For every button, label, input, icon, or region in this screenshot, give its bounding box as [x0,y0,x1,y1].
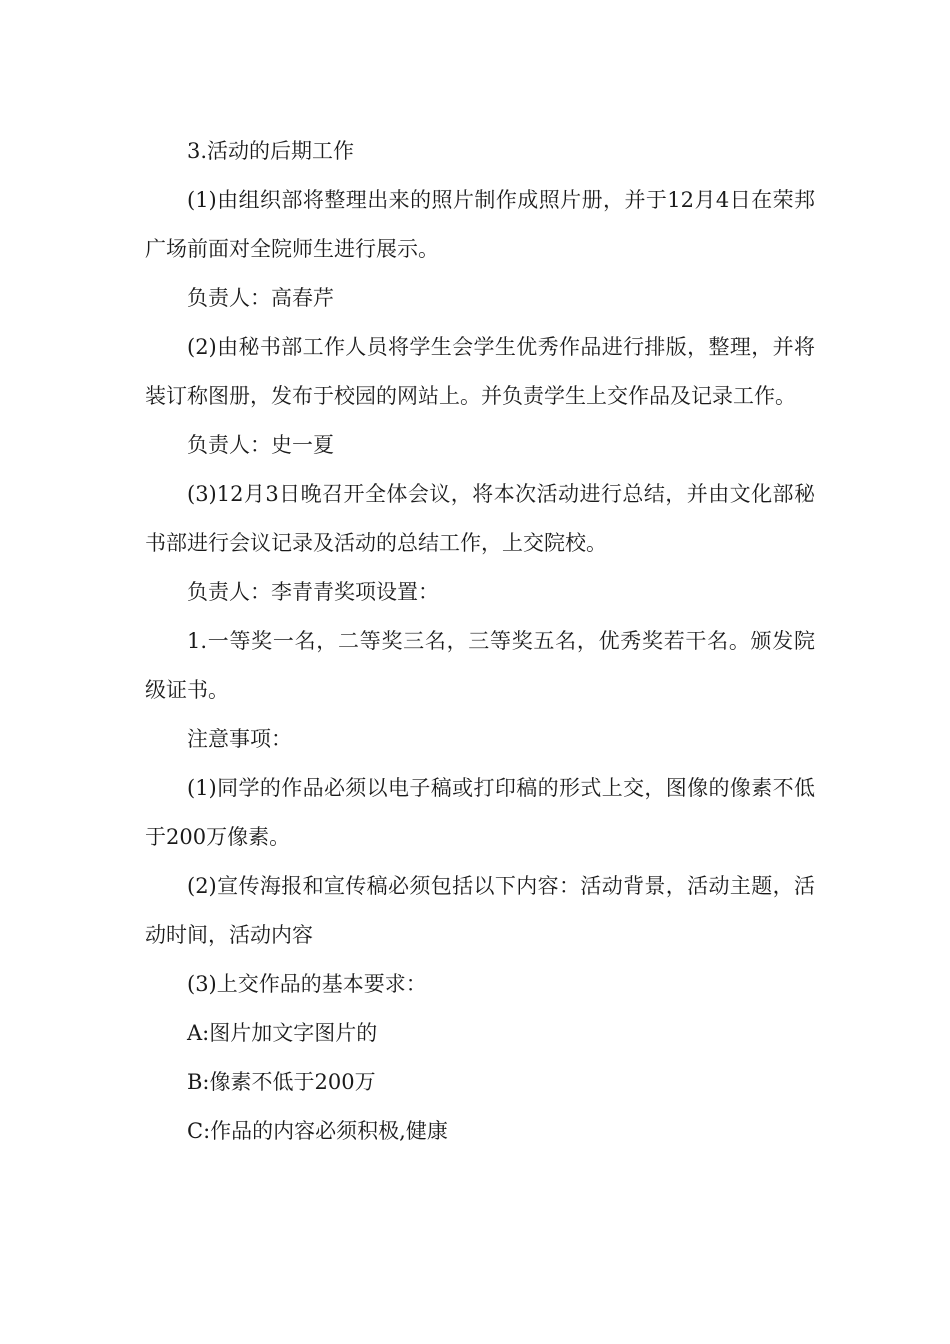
paragraph-owner-1: 负责人：高春芹 [187,286,334,310]
paragraph-owner-2: 负责人：史一夏 [187,433,334,457]
paragraph-awards-list: 1.一等奖一名，二等奖三名，三等奖五名，优秀奖若干名。颁发院级证书。 [145,629,815,702]
paragraph-item-2: (2)由秘书部工作人员将学生会学生优秀作品进行排版，整理，并将装订称图册，发布于校园的网站上。并负责学生上交作品及记录工作。 [145,335,815,408]
requirement-b: B:像素不低于200万 [187,1070,376,1094]
heading-notes: 注意事项： [187,727,292,751]
paragraph-item-1: (1)由组织部将整理出来的照片制作成照片册，并于12月4日在荣邦广场前面对全院师生进行展示。 [145,188,815,261]
paragraph-note-1: (1)同学的作品必须以电子稿或打印稿的形式上交，图像的像素不低于200万像素。 [145,776,815,849]
section-heading-post-activity: 3.活动的后期工作 [187,139,355,163]
requirement-a: A:图片加文字图片的 [187,1021,378,1045]
paragraph-note-3: (3)上交作品的基本要求： [187,972,427,996]
paragraph-owner-3-awards: 负责人：李青青奖项设置： [187,580,439,604]
document-body [145,127,815,1156]
requirement-c: C:作品的内容必须积极,健康 [187,1119,448,1143]
paragraph-item-3: (3)12月3日晚召开全体会议，将本次活动进行总结，并由文化部秘书部进行会议记录及活动的总结工作，上交院校。 [145,482,815,555]
paragraph-note-2: (2)宣传海报和宣传稿必须包括以下内容：活动背景，活动主题，活动时间，活动内容 [145,874,815,947]
